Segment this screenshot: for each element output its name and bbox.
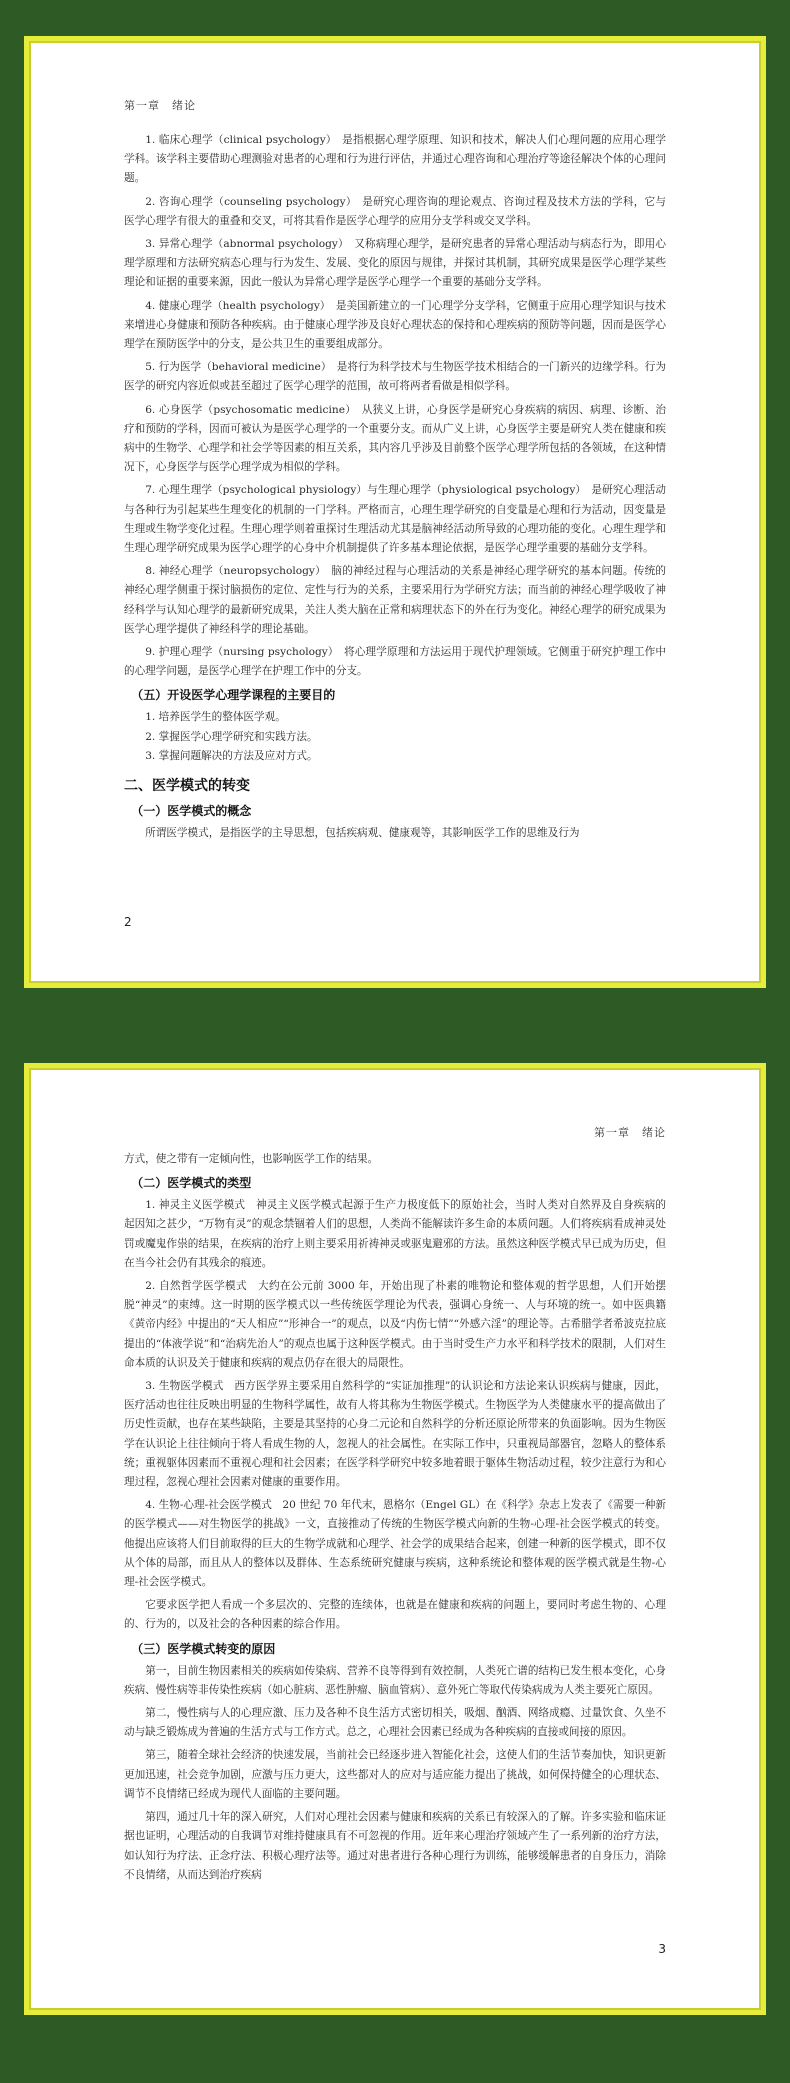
page-number: 3	[658, 1942, 666, 1956]
paragraph: 方式，使之带有一定倾向性，也影响医学工作的结果。	[124, 1153, 379, 1165]
paragraph: 4. 生物-心理-社会医学模式 20 世纪 70 年代末，恩格尔（Engel GL）在《科学》杂志上发表了《需要一种新的医学模式——对生物医学的挑战》一文，直接推动了传统的生物医学模式向新的生物-心理-社会医学模式的转变。他提出应该将人们目前取得的巨大的生物学成就和心理学、社会学的成果结合起来，创建一种新的医学模式，即不仅从个体的局部，而且从人的整体以及群体、生态系统研究健康与疾病，这种系统论和整体观的医学模式就是生物-心理-社会医学模式。	[124, 1499, 666, 1589]
paragraph: 2. 咨询心理学（counseling psychology） 是研究心理咨询的理论观点、咨询过程及技术方法的学科，它与医学心理学有很大的重叠和交叉，可将其看作是医学心理学的应用分支学科或交叉学科。	[124, 195, 666, 227]
paragraph: 7. 心理生理学（psychological physiology）与生理心理学（physiological psychology） 是研究心理活动与各种行为引起某些生理变化的机制的一门学科。严格而言，心理生理学研究的自变量是心理和行为活动，因变量是生理或生物学变化过程。生理心理学则着重探讨生理活动尤其是脑神经活动所导致的心理功能的变化。心理生理学和生理心理学研究成果为医学心理学的心身中介机制提供了许多基本理论依据，是医学心理学重要的基础分支学科。	[124, 484, 666, 555]
page-left-content	[124, 41, 666, 983]
paragraph: 1. 神灵主义医学模式 神灵主义医学模式起源于生产力极度低下的原始社会，当时人类对自然界及自身疾病的起因知之甚少，“万物有灵”的观念禁锢着人们的思想，人类尚不能解读许多生命的本质问题。人们将疾病看成神灵处罚或魔鬼作祟的结果，在疾病的治疗上则主要采用祈祷神灵或驱鬼避邪的方法。虽然这种医学模式早已成为历史，但在当今社会仍有其残余的痕迹。	[124, 1199, 666, 1269]
body-text	[124, 1150, 666, 1889]
paragraph: 所谓医学模式，是指医学的主导思想，包括疾病观、健康观等，其影响医学工作的思维及行为	[145, 826, 580, 839]
subsection-heading: （三）医学模式转变的原因	[131, 1641, 276, 1656]
paragraph: 4. 健康心理学（health psychology） 是美国新建立的一门心理学分支学科，它侧重于应用心理学知识与技术来增进心身健康和预防各种疾病。由于健康心理学涉及良好心理状态的保持和心理疾病的预防等问题，因而是医学心理学在预防医学中的分支，是公共卫生的重要组成部分。	[124, 299, 666, 351]
list-item: 1. 培养医学生的整体医学观。	[145, 711, 286, 724]
paragraph: 第四，通过几十年的深入研究，人们对心理社会因素与健康和疾病的关系已有较深入的了解。许多实验和临床证据也证明，心理活动的自我调节对维持健康具有不可忽视的作用。近年来心理治疗领域产生了一系列新的治疗方法，如认知行为疗法、正念疗法、积极心理疗法等。通过对患者进行各种心理行为训练，能够缓解患者的自身压力，消除不良情绪，从而达到治疗疾病	[124, 1811, 666, 1881]
page-left	[24, 36, 766, 988]
paragraph: 第三，随着全球社会经济的快速发展，当前社会已经逐步进入智能化社会，这使人们的生活节奏加快，知识更新更加迅速，社会竞争加剧，应激与压力更大，这些都对人的应对与适应能力提出了挑战，如何保持健全的心理状态、调节不良情绪已经成为现代人面临的主要问题。	[124, 1749, 666, 1800]
paragraph: 3. 异常心理学（abnormal psychology） 又称病理心理学，是研究患者的异常心理活动与病态行为，即用心理学原理和方法研究病态心理与行为发生、发展、变化的原因与规律，并探讨其机制，其研究成果是医学心理学某些理论和证据的重要来源，因此一般认为异常心理学是医学心理学一个重要的基础分支学科。	[124, 238, 666, 289]
paragraph: 3. 生物医学模式 西方医学界主要采用自然科学的“实证加推理”的认识论和方法论来认识疾病与健康，因此，医疗活动也往往反映出明显的生物科学属性，故有人将其称为生物医学模式。生物医学为人类健康水平的提高做出了历史性贡献，也存在某些缺陷，主要是其坚持的心身二元论和自然科学的分析还原论所带来的负面影响。因为生物医学在认识论上往往倾向于将人看成生物的人，忽视人的社会属性。在实际工作中，只重视局部器官，忽略人的整体系统；重视躯体因素而不重视心理和社会因素；在医学科学研究中较多地着眼于躯体生物活动过程，较少注意行为和心理过程，忽视心理社会因素对健康的重要作用。	[124, 1380, 666, 1489]
paragraph: 9. 护理心理学（nursing psychology） 将心理学原理和方法运用于现代护理领域。它侧重于研究护理工作中的心理学问题，是医学心理学在护理工作中的分支。	[124, 646, 666, 678]
section-heading: 二、医学模式的转变	[124, 777, 250, 794]
subsection-heading: （二）医学模式的类型	[131, 1176, 252, 1191]
subsection-heading: （五）开设医学心理学课程的主要目的	[131, 688, 336, 703]
paragraph: 5. 行为医学（behavioral medicine） 是将行为科学技术与生物医学技术相结合的一门新兴的边缘学科。行为医学的研究内容近似或甚至超过了医学心理学的范围，故可将两者看做是相似学科。	[124, 361, 666, 393]
paragraph: 第二，慢性病与人的心理应激、压力及各种不良生活方式密切相关，吸烟、酗酒、网络成瘾、过量饮食、久坐不动与缺乏锻炼成为普遍的生活方式与工作方式。总之，心理社会因素已经成为各种疾病的直接或间接的原因。	[124, 1707, 666, 1739]
paragraph: 它要求医学把人看成一个多层次的、完整的连续体，也就是在健康和疾病的问题上，要同时考虑生物的、心理的、行为的，以及社会的各种因素的综合作用。	[124, 1599, 666, 1631]
body-text	[124, 131, 666, 847]
page-right	[24, 1063, 766, 2015]
paragraph: 1. 临床心理学（clinical psychology） 是指根据心理学原理、知识和技术，解决人们心理问题的应用心理学学科。该学科主要借助心理测验对患者的心理和行为进行评估，并通过心理咨询和心理治疗等途径解决个体的心理问题。	[124, 134, 666, 185]
paragraph: 2. 自然哲学医学模式 大约在公元前 3000 年，开始出现了朴素的唯物论和整体观的哲学思想，人们开始摆脱“神灵”的束缚。这一时期的医学模式以一些传统医学理论为代表，强调心身统一、人与环境的统一。如中医典籍《黄帝内经》中提出的“天人相应”“形神合一”的观点，以及“内伤七情”“外感六淫”的理论等。古希腊学者希波克拉底提出的“体液学说”和“治病先治人”的观点也属于这种医学模式。由于当时受生产力水平和科学技术的限制，人们对生命本质的认识及关于健康和疾病的观点仍存在很大的局限性。	[124, 1280, 666, 1369]
paragraph: 8. 神经心理学（neuropsychology） 脑的神经过程与心理活动的关系是神经心理学研究的基本问题。传统的神经心理学侧重于探讨脑损伤的定位、定性与行为的关系，主要采用行为学研究方法；而当前的神经心理学吸收了神经科学与认知心理学的最新研究成果，关注人类大脑在正常和病理状态下的外在行为变化。神经心理学的研究成果为医学心理学提供了神经科学的理论基础。	[124, 565, 666, 635]
page-right-content	[124, 1068, 666, 2010]
list-item: 3. 掌握问题解决的方法及应对方式。	[145, 750, 318, 763]
subsection-heading: （一）医学模式的概念	[131, 803, 252, 818]
running-head: 第一章 绪论	[124, 99, 196, 112]
list-item: 2. 掌握医学心理学研究和实践方法。	[145, 730, 318, 743]
paragraph: 第一，目前生物因素相关的疾病如传染病、营养不良等得到有效控制，人类死亡谱的结构已发生根本变化，心身疾病、慢性病等非传染性疾病（如心脏病、恶性肿瘤、脑血管病）、意外死亡等取代传染病成为人类主要死亡原因。	[124, 1664, 666, 1696]
page-number: 2	[124, 915, 132, 929]
paragraph: 6. 心身医学（psychosomatic medicine） 从狭义上讲，心身医学是研究心身疾病的病因、病理、诊断、治疗和预防的学科，因而可被认为是医学心理学的一个重要分支。而从广义上讲，心身医学主要是研究人类在健康和疾病中的生物学、心理学和社会学等因素的相互关系，其内容几乎涉及目前整个医学心理学所包括的各领域，在这种情况下，心身医学与医学心理学成为相似的学科。	[124, 403, 666, 474]
running-head: 第一章 绪论	[594, 1126, 666, 1139]
